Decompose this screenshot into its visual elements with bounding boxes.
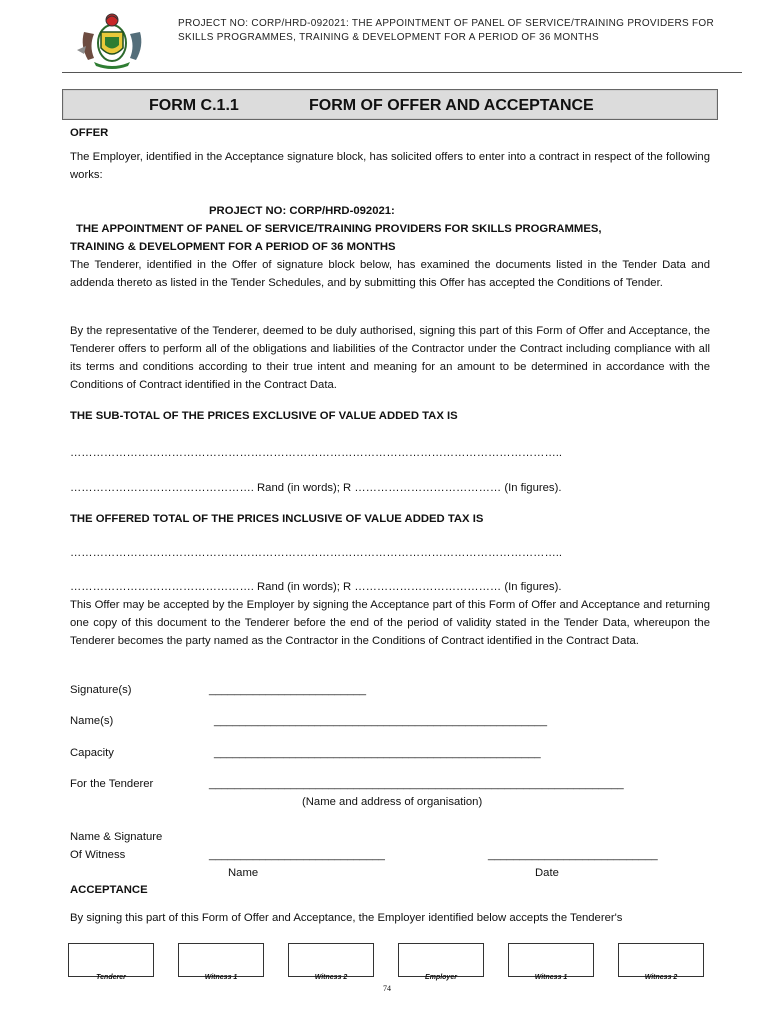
initial-label-employer: Employer bbox=[425, 974, 457, 981]
witness-date-field[interactable]: ___________________________ bbox=[488, 849, 658, 861]
offer-heading: OFFER bbox=[70, 127, 109, 139]
initial-label-employer-witness-2: Witness 2 bbox=[644, 974, 678, 981]
header-line-2: SKILLS PROGRAMMES, TRAINING & DEVELOPMENT FOR A PERIOD OF 36 MONTHS bbox=[178, 32, 599, 43]
initial-box-employer[interactable] bbox=[398, 943, 484, 977]
initial-label-tenderer: Tenderer bbox=[96, 974, 126, 981]
subtotal-rand-line[interactable]: …………………………………………. Rand (in words); R ………………………………… (In figures). bbox=[70, 482, 562, 494]
subtotal-heading: THE SUB-TOTAL OF THE PRICES EXCLUSIVE OF VALUE ADDED TAX IS bbox=[70, 410, 458, 422]
offer-intro: The Employer, identified in the Acceptance signature block, has solicited offers to enter into a contract in respect of the following works: bbox=[70, 151, 710, 181]
tenderer-label: For the Tenderer bbox=[70, 778, 154, 790]
signature-field[interactable]: _________________________ bbox=[209, 684, 367, 696]
witness-name-field[interactable]: ____________________________ bbox=[209, 849, 385, 861]
header-divider bbox=[62, 72, 742, 73]
names-label: Name(s) bbox=[70, 715, 114, 727]
initial-box-employer-witness-2[interactable] bbox=[618, 943, 704, 977]
form-title-box bbox=[62, 89, 718, 120]
names-field[interactable]: _____________________________________________________ bbox=[214, 715, 547, 727]
page-number: 74 bbox=[383, 984, 391, 993]
witness-label-line-2: Of Witness bbox=[70, 849, 126, 861]
witness-label-line-1: Name & Signature bbox=[70, 831, 163, 843]
subtotal-words-line[interactable]: ………………………………………………………………………………………………………………….. bbox=[70, 447, 563, 459]
project-title-line-2: TRAINING & DEVELOPMENT FOR A PERIOD OF 36 MONTHS bbox=[70, 241, 396, 253]
total-words-line[interactable]: ………………………………………………………………………………………………………………….. bbox=[70, 547, 563, 559]
organisation-note: (Name and address of organisation) bbox=[302, 796, 483, 808]
form-number: FORM C.1.1 bbox=[149, 97, 239, 114]
header-line-1: PROJECT NO: CORP/HRD-092021: THE APPOINTMENT OF PANEL OF SERVICE/TRAINING PROVIDERS FOR bbox=[178, 18, 715, 29]
header-project-text bbox=[178, 17, 738, 45]
initial-box-witness-2[interactable] bbox=[288, 943, 374, 977]
initial-label-witness-1: Witness 1 bbox=[204, 974, 238, 981]
offer-paragraph-1: The Tenderer, identified in the Offer of signature block below, has examined the documents listed in the Tender Data and addenda thereto as listed in the Tender Schedules, and by submitting this Offer has accepted the Conditions of Tender. bbox=[70, 259, 710, 289]
offer-paragraph-2: By the representative of the Tenderer, deemed to be duly authorised, signing this part of this Form of Offer and Acceptance, the Tenderer offers to perform all of the obligations and liabilities of the Contractor under the Contract including compliance with all its terms and conditions according to their true intent and meaning for an amount to be determined in accordance with the Conditions of Contract identified in the Contract Data. bbox=[70, 325, 710, 391]
date-caption: Date bbox=[535, 867, 559, 879]
acceptance-intro: By signing this part of this Form of Offer and Acceptance, the Employer identified below accepts the Tenderer's bbox=[70, 912, 623, 924]
initial-label-employer-witness-1: Witness 1 bbox=[534, 974, 568, 981]
initial-box-tenderer[interactable] bbox=[68, 943, 154, 977]
total-heading: THE OFFERED TOTAL OF THE PRICES INCLUSIVE OF VALUE ADDED TAX IS bbox=[70, 513, 484, 525]
initial-box-witness-1[interactable] bbox=[178, 943, 264, 977]
initial-box-employer-witness-1[interactable] bbox=[508, 943, 594, 977]
initial-label-witness-2: Witness 2 bbox=[314, 974, 348, 981]
signature-label: Signature(s) bbox=[70, 684, 132, 696]
coat-of-arms-logo bbox=[72, 10, 152, 70]
project-number: PROJECT NO: CORP/HRD-092021: bbox=[209, 205, 395, 217]
capacity-label: Capacity bbox=[70, 747, 114, 759]
name-caption: Name bbox=[228, 867, 259, 879]
capacity-field[interactable]: ____________________________________________________ bbox=[214, 747, 541, 759]
form-name: FORM OF OFFER AND ACCEPTANCE bbox=[309, 97, 594, 114]
acceptance-heading: ACCEPTANCE bbox=[70, 884, 148, 896]
project-title-line-1: THE APPOINTMENT OF PANEL OF SERVICE/TRAINING PROVIDERS FOR SKILLS PROGRAMMES, bbox=[76, 223, 602, 235]
tenderer-field[interactable]: __________________________________________________________________ bbox=[209, 778, 624, 790]
total-rand-line[interactable]: …………………………………………. Rand (in words); R ………………………………… (In figures). bbox=[70, 581, 562, 593]
offer-paragraph-3: This Offer may be accepted by the Employer by signing the Acceptance part of this Form of Offer and Acceptance and returning one copy of this document to the Tenderer before the end of the period of validity stated in the Tender Data, whereupon the Tenderer becomes the party named as the Contractor in the Conditions of Contract identified in the Contract Data. bbox=[70, 599, 710, 647]
